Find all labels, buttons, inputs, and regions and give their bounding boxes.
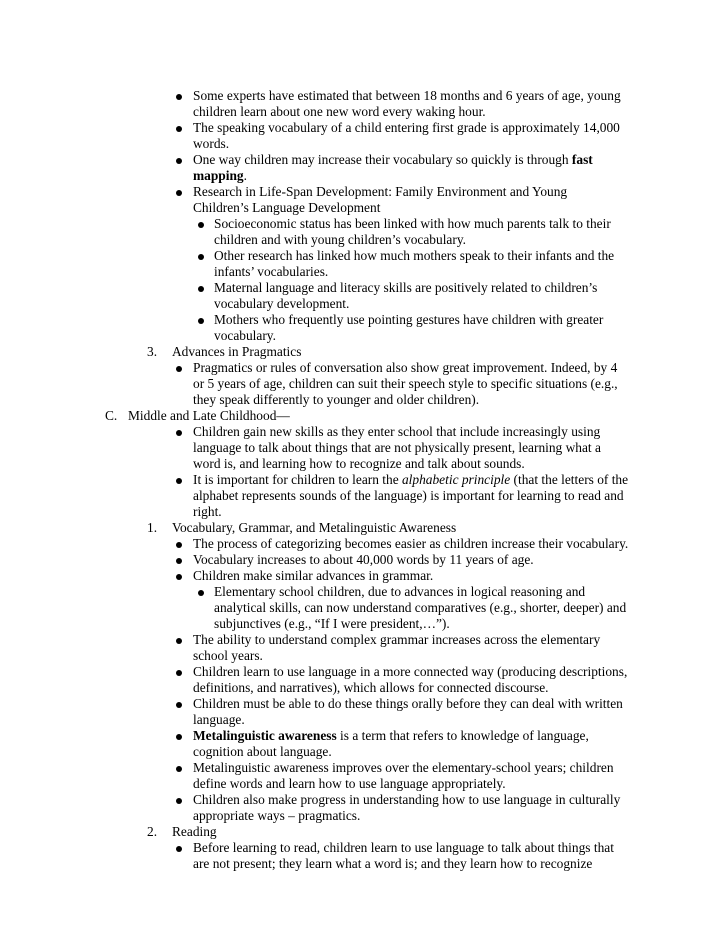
bullet-text-line: Metalinguistic awareness improves over the elementary-school years; children	[193, 760, 614, 775]
section-heading: Vocabulary, Grammar, and Metalinguistic Awareness	[172, 520, 457, 535]
section-heading: Advances in Pragmatics	[172, 344, 302, 359]
bullet-text-line: vocabulary development.	[214, 296, 350, 311]
bullet-text-line: analytical skills, can now understand comparatives (e.g., shorter, deeper) and	[214, 600, 627, 615]
bullet-icon	[176, 558, 182, 564]
bullet-icon	[176, 734, 182, 740]
bold-term: mapping	[193, 168, 244, 183]
bullet-text-line: Elementary school children, due to advances in logical reasoning and	[214, 584, 586, 599]
bullet-icon	[176, 430, 182, 436]
bullet-text-line: alphabet represents sounds of the language) is important for learning to read and	[193, 488, 624, 503]
outline-marker: C.	[105, 408, 118, 423]
bullet-text-line: Children’s Language Development	[193, 200, 381, 215]
bullet-text-line: language.	[193, 712, 245, 727]
bullet-icon	[176, 542, 182, 548]
bold-term: Metalinguistic awareness	[193, 728, 337, 743]
bullet-text-line	[193, 152, 593, 168]
bullet-text-line: definitions, and narratives), which allows for connected discourse.	[193, 680, 549, 695]
bullet-text-line: Mothers who frequently use pointing gestures have children with greater	[214, 312, 604, 327]
bullet-text-line: The ability to understand complex grammar increases across the elementary	[193, 632, 601, 647]
bullet-icon	[198, 318, 204, 324]
bullet-text-line: children and with young children’s vocabulary.	[214, 232, 466, 247]
bullet-text-line: Research in Life-Span Development: Family Environment and Young	[193, 184, 568, 199]
bold-term: fast	[571, 152, 593, 167]
bullet-text-line	[193, 168, 247, 184]
bullet-text-line	[193, 728, 589, 744]
bullet-text-line: vocabulary.	[214, 328, 276, 343]
text-run: It is important for children to learn the	[193, 472, 402, 487]
section-heading: Middle and Late Childhood—	[128, 408, 290, 423]
bullet-icon	[176, 766, 182, 772]
outline-marker: 1.	[147, 520, 158, 535]
text-run: is a term that refers to knowledge of language,	[336, 728, 589, 743]
bullet-icon	[176, 158, 182, 164]
bullet-icon	[176, 478, 182, 484]
bullet-icon	[176, 846, 182, 852]
text-run: (that the letters of the	[510, 472, 629, 487]
bullet-icon	[176, 574, 182, 580]
bullet-icon	[176, 94, 182, 100]
bullet-text-line: infants’ vocabularies.	[214, 264, 329, 279]
section-heading: Reading	[172, 824, 217, 839]
bullet-icon	[176, 702, 182, 708]
outline-marker: 2.	[147, 824, 158, 839]
bullet-text-line: Children make similar advances in grammar.	[193, 568, 434, 583]
bullet-icon	[176, 366, 182, 372]
bullet-text-line: are not present; they learn what a word is; and they learn how to recognize	[193, 856, 593, 871]
bullet-text-line: Children gain new skills as they enter school that include increasingly using	[193, 424, 601, 439]
bullet-text-line: The process of categorizing becomes easier as children increase their vocabulary.	[193, 536, 629, 551]
bullet-icon	[176, 798, 182, 804]
bullet-icon	[176, 126, 182, 132]
bullet-text-line: appropriate ways – pragmatics.	[193, 808, 361, 823]
bullet-text-line: they speak differently to younger and older children).	[193, 392, 480, 407]
bullet-text-line: school years.	[193, 648, 263, 663]
bullet-icon	[176, 638, 182, 644]
bullet-text-line: Maternal language and literacy skills are positively related to children’s	[214, 280, 598, 295]
bullet-text-line: Children also make progress in understanding how to use language in culturally	[193, 792, 621, 807]
bullet-icon	[198, 286, 204, 292]
text-run: .	[243, 168, 247, 183]
bullet-text-line: language to talk about things that are not physically present, learning what a	[193, 440, 601, 455]
bullet-text-line: Children learn to use language in a more connected way (producing descriptions,	[193, 664, 628, 679]
outline-marker: 3.	[147, 344, 158, 359]
bullet-text-line	[193, 472, 628, 488]
bullet-text-line: words.	[193, 136, 230, 151]
bullet-text-line: define words and learn how to use language appropriately.	[193, 776, 506, 791]
italic-term: alphabetic principle	[401, 472, 511, 487]
bullet-text-line: Some experts have estimated that between 18 months and 6 years of age, young	[193, 88, 621, 103]
bullet-text-line: The speaking vocabulary of a child entering first grade is approximately 14,000	[193, 120, 620, 135]
bullet-text-line: word is, and learning how to recognize and talk about sounds.	[193, 456, 525, 471]
bullet-text-line: Socioeconomic status has been linked with how much parents talk to their	[214, 216, 611, 231]
bullet-icon	[198, 222, 204, 228]
bullet-text-line: or 5 years of age, children can suit their speech style to specific situations (e.g.,	[193, 376, 618, 391]
bullet-text-line: Pragmatics or rules of conversation also show great improvement. Indeed, by 4	[193, 360, 618, 375]
bullet-text-line: Vocabulary increases to about 40,000 words by 11 years of age.	[193, 552, 534, 567]
bullet-text-line: Children must be able to do these things orally before they can deal with written	[193, 696, 623, 711]
bullet-icon	[198, 254, 204, 260]
bullet-text-line: Before learning to read, children learn to use language to talk about things that	[193, 840, 614, 855]
bullet-icon	[198, 590, 204, 596]
bullet-text-line: Other research has linked how much mothers speak to their infants and the	[214, 248, 615, 263]
bullet-text-line: right.	[193, 504, 222, 519]
bullet-text-line: subjunctives (e.g., “If I were president,…”).	[214, 616, 450, 631]
bullet-icon	[176, 190, 182, 196]
bullet-icon	[176, 670, 182, 676]
bullet-text-line: cognition about language.	[193, 744, 332, 759]
bullet-text-line: children learn about one new word every waking hour.	[193, 104, 486, 119]
text-run: One way children may increase their vocabulary so quickly is through	[193, 152, 572, 167]
